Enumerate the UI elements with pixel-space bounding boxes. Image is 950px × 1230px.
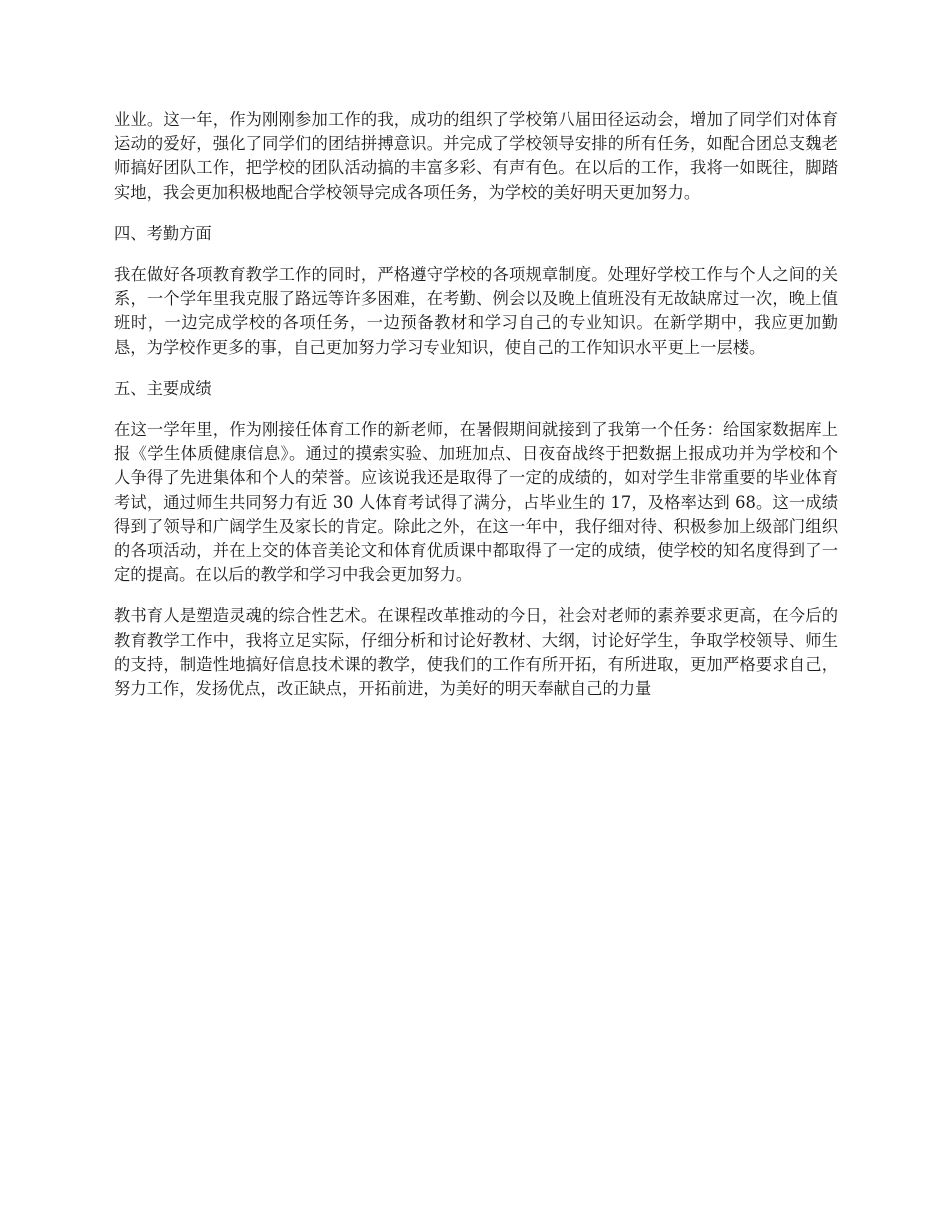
paragraph-achievements: 在这一学年里，作为刚接任体育工作的新老师，在暑假期间就接到了我第一个任务：给国家数据库上报《学生体质健康信息》。通过的摸索实验、加班加点、日夜奋战终于把数据上报成功并为学校和个人争得了先进集体和个人的荣誉。应该说我还是取得了一定的成绩的，如对学生非常重要的毕业体育考试，通过师生共同努力有近 30 人体育考试得了满分，占毕业生的 17，及格率达到 68。这一成绩得到了领导和广阔学生及家长的肯定。除此之外，在这一年中，我仔细对待、积极参加上级部门组织的各项活动，并在上交的体音美论文和体育优质课中都取得了一定的成绩，使学校的知名度得到了一定的提高。在以后的教学和学习中我会更加努力。 [114, 420, 838, 585]
paragraph-conclusion: 教书育人是塑造灵魂的综合性艺术。在课程改革推动的今日，社会对老师的素养要求更高，在今后的教育教学工作中，我将立足实际，仔细分析和讨论好教材、大纲，讨论好学生，争取学校领导、师生的支持，制造性地搞好信息技术课的教学，使我们的工作有所开拓，有所进取，更加严格要求自己，努力工作，发扬优点，改正缺点，开拓前进，为美好的明天奉献自己的力量 [114, 606, 838, 699]
document-body [114, 108, 838, 718]
paragraph-sports-meet: 业业。这一年，作为刚刚参加工作的我，成功的组织了学校第八届田径运动会，增加了同学们对体育运动的爱好，强化了同学们的团结拼搏意识。并完成了学校领导安排的所有任务，如配合团总支魏老师搞好团队工作，把学校的团队活动搞的丰富多彩、有声有色。在以后的工作，我将一如既往，脚踏实地，我会更加积极地配合学校领导完成各项任务，为学校的美好明天更加努力。 [114, 110, 838, 202]
heading-attendance: 四、考勤方面 [114, 223, 212, 243]
paragraph-attendance: 我在做好各项教育教学工作的同时，严格遵守学校的各项规章制度。处理好学校工作与个人之间的关系，一个学年里我克服了路远等许多困难，在考勤、例会以及晚上值班没有无故缺席过一次，晚上值班时，一边完成学校的各项任务，一边预备教材和学习自己的专业知识。在新学期中，我应更加勤恳，为学校作更多的事，自己更加努力学习专业知识，使自己的工作知识水平更上一层楼。 [114, 265, 838, 357]
heading-achievements: 五、主要成绩 [114, 378, 212, 398]
